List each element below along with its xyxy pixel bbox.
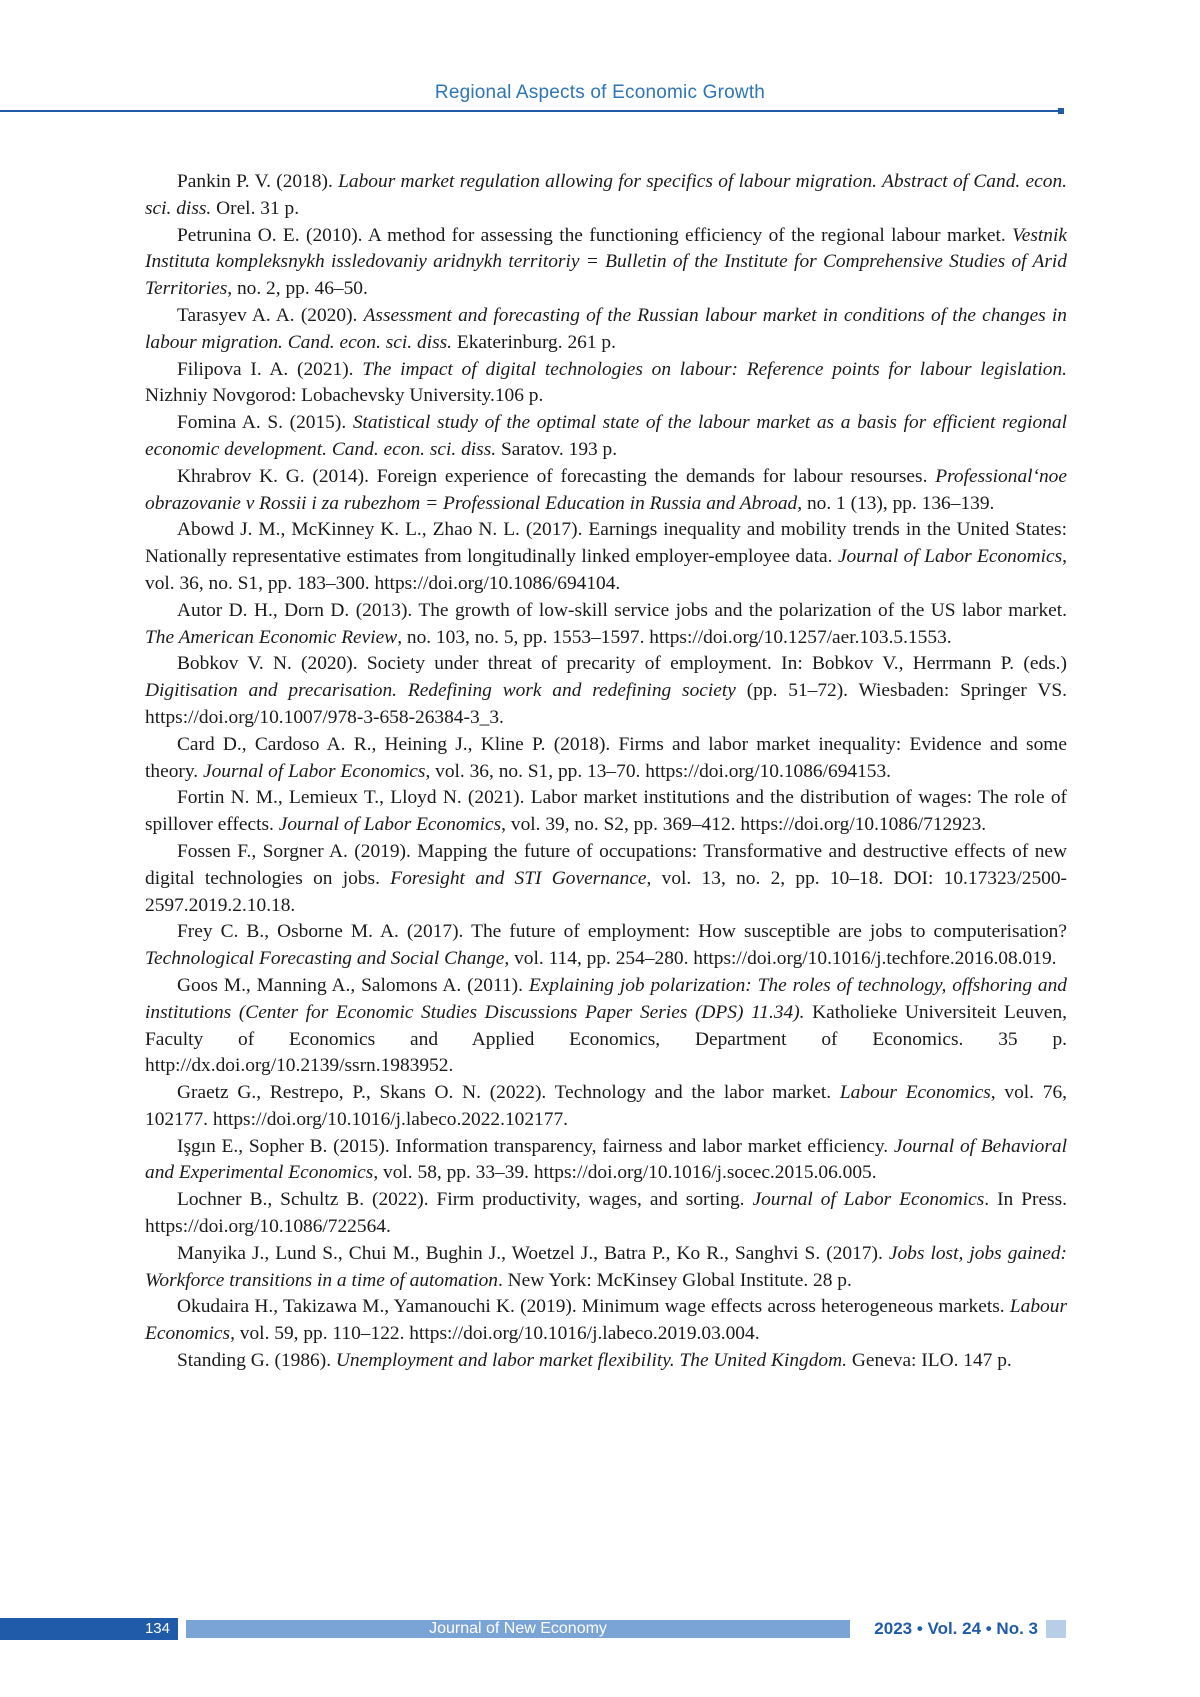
reference-text: , vol. 76, 102177. https://doi.org/10.1016/j.labeco.2022.102177. <box>145 1082 1067 1130</box>
reference-title-italic: Journal of Labor Economics <box>838 546 1062 567</box>
running-header: Regional Aspects of Economic Growth <box>0 82 1200 104</box>
reference-text: Autor D. H., Dorn D. (2013). The growth of low-skill service jobs and the polarization of the US labor market. <box>177 600 1067 621</box>
reference-title-italic: The impact of digital technologies on labour: Reference points for labour legislation. <box>362 359 1067 380</box>
reference-entry <box>145 1187 1067 1241</box>
reference-text: . New York: McKinsey Global Institute. 28 p. <box>498 1270 852 1291</box>
reference-title-italic: Unemployment and labor market flexibility. The United Kingdom. <box>336 1350 847 1371</box>
reference-text: Frey C. B., Osborne M. A. (2017). The future of employment: How susceptible are jobs to computerisation? <box>177 921 1067 942</box>
reference-text: Fomina A. S. (2015). <box>177 412 353 433</box>
issue-info: 2023 • Vol. 24 • No. 3 <box>860 1618 1038 1640</box>
reference-title-italic: Explaining job polarization: The roles of technology, offshoring and institutions (Center for Economic Studies Discussions Paper Series (DPS) 11.34). <box>145 975 1067 1023</box>
reference-list <box>145 169 1067 1375</box>
reference-entry <box>145 357 1067 411</box>
reference-text: Khrabrov K. G. (2014). Foreign experience of forecasting the demands for labour resourses. <box>177 466 935 487</box>
reference-entry <box>145 973 1067 1080</box>
reference-text: , no. 103, no. 5, pp. 1553–1597. https://doi.org/10.1257/aer.103.5.1553. <box>397 627 951 648</box>
reference-entry <box>145 1294 1067 1348</box>
reference-text: Orel. 31 p. <box>211 198 299 219</box>
reference-text: Nizhniy Novgorod: Lobachevsky University.106 p. <box>145 385 543 406</box>
reference-entry <box>145 303 1067 357</box>
reference-entry <box>145 1080 1067 1134</box>
reference-text: , vol. 39, no. S2, pp. 369–412. https://doi.org/10.1086/712923. <box>501 814 986 835</box>
footer-page-bar <box>0 1618 178 1640</box>
reference-title-italic: Jobs lost, jobs gained: Workforce transitions in a time of automation <box>145 1243 1067 1291</box>
reference-title-italic: Foresight and STI Governance <box>390 868 646 889</box>
reference-entry <box>145 1134 1067 1188</box>
reference-text: Standing G. (1986). <box>177 1350 336 1371</box>
reference-text: Tarasyev A. A. (2020). <box>177 305 364 326</box>
reference-text: Fortin N. M., Lemieux T., Lloyd N. (2021). Labor market institutions and the distribution of wages: The role of spillover effects. <box>145 787 1067 835</box>
reference-entry <box>145 732 1067 786</box>
reference-text: Katholieke Universiteit Leuven, Faculty of Economics and Applied Economics, Department of Economics. 35 p. http://dx.doi.org/10.2139/ssrn.1983952. <box>145 1002 1067 1077</box>
reference-title-italic: Journal of Labor Economics <box>203 761 425 782</box>
reference-title-italic: Technological Forecasting and Social Change, <box>145 948 509 969</box>
reference-text: (pp. 51–72). Wiesbaden: Springer VS. https://doi.org/10.1007/978-3-658-26384-3_3. <box>145 680 1067 728</box>
header-rule <box>0 110 1060 112</box>
reference-text: , vol. 58, pp. 33–39. https://doi.org/10.1016/j.socec.2015.06.005. <box>373 1162 876 1183</box>
reference-text: Ekaterinburg. 261 p. <box>452 332 616 353</box>
reference-text: Fossen F., Sorgner A. (2019). Mapping the future of occupations: Transformative and destructive effects of new digital technologies on jobs. <box>145 841 1067 889</box>
reference-entry <box>145 223 1067 303</box>
reference-title-italic: Assessment and forecasting of the Russian labour market in conditions of the changes in labour migration. Cand. econ. sci. diss. <box>145 305 1067 353</box>
reference-entry <box>145 464 1067 518</box>
reference-text: Işgın E., Sopher B. (2015). Information transparency, fairness and labor market efficiency. <box>177 1136 894 1157</box>
reference-title-italic: Professional‘noe obrazovanie v Rossii i za rubezhom = Professional Education in Russia and Abroad, <box>145 466 1067 514</box>
reference-text: , no. 2, pp. 46–50. <box>227 278 368 299</box>
reference-text: , vol. 13, no. 2, pp. 10–18. DOI: 10.17323/2500-2597.2019.2.10.18. <box>145 868 1067 916</box>
reference-title-italic: Statistical study of the optimal state of the labour market as a basis for efficient regional economic development. Cand. econ. sci. diss. <box>145 412 1067 460</box>
reference-text: , vol. 36, no. S1, pp. 183–300. https://doi.org/10.1086/694104. <box>145 546 1067 594</box>
journal-name: Journal of New Economy <box>186 1620 850 1638</box>
reference-text: Pankin P. V. (2018). <box>177 171 338 192</box>
reference-entry <box>145 169 1067 223</box>
reference-title-italic: The American Economic Review <box>145 627 397 648</box>
reference-entry <box>145 598 1067 652</box>
reference-text: Card D., Cardoso A. R., Heining J., Kline P. (2018). Firms and labor market inequality: Evidence and some theory. <box>145 734 1067 782</box>
reference-text: Manyika J., Lund S., Chui M., Bughin J., Woetzel J., Batra P., Ko R., Sanghvi S. (2017). <box>177 1243 889 1264</box>
reference-text: Okudaira H., Takizawa M., Yamanouchi K. (2019). Minimum wage effects across heterogeneous markets. <box>177 1296 1010 1317</box>
reference-title-italic: Labour Economics <box>840 1082 991 1103</box>
reference-text: Saratov. 193 p. <box>496 439 617 460</box>
reference-text: Petrunina O. E. (2010). A method for assessing the functioning efficiency of the regional labour market. <box>177 225 1012 246</box>
reference-entry <box>145 517 1067 597</box>
reference-title-italic: Journal of Labor Economics <box>752 1189 984 1210</box>
reference-text: no. 1 (13), pp. 136–139. <box>802 493 994 514</box>
reference-entry <box>145 1348 1067 1375</box>
reference-entry <box>145 839 1067 919</box>
reference-text: , vol. 36, no. S1, pp. 13–70. https://doi.org/10.1086/694153. <box>425 761 891 782</box>
reference-entry <box>145 785 1067 839</box>
header-rule-end-mark <box>1058 108 1064 114</box>
reference-title-italic: Vestnik Instituta kompleksnykh issledovaniy aridnykh territoriy = Bulletin of the Institute for Comprehensive Studies of Arid Territories <box>145 225 1067 300</box>
reference-entry <box>145 1241 1067 1295</box>
reference-entry <box>145 410 1067 464</box>
reference-text: Goos M., Manning A., Salomons A. (2011). <box>177 975 529 996</box>
reference-title-italic: Labour market regulation allowing for specifics of labour migration. Abstract of Cand. econ. sci. diss. <box>145 171 1067 219</box>
reference-entry <box>145 651 1067 731</box>
reference-title-italic: Labour Economics <box>145 1296 1067 1344</box>
reference-text: , vol. 59, pp. 110–122. https://doi.org/10.1016/j.labeco.2019.03.004. <box>230 1323 759 1344</box>
reference-text: Geneva: ILO. 147 p. <box>847 1350 1012 1371</box>
reference-text: Abowd J. M., McKinney K. L., Zhao N. L. (2017). Earnings inequality and mobility trends in the United States: Nationally representative estimates from longitudinally linked employer-employee data. <box>145 519 1067 567</box>
reference-text: Filipova I. A. (2021). <box>177 359 362 380</box>
reference-text: Bobkov V. N. (2020). Society under threat of precarity of employment. In: Bobkov V., Herrmann P. (eds.) <box>177 653 1067 674</box>
reference-text: vol. 114, pp. 254–280. https://doi.org/10.1016/j.techfore.2016.08.019. <box>509 948 1056 969</box>
reference-text: Lochner B., Schultz B. (2022). Firm productivity, wages, and sorting. <box>177 1189 752 1210</box>
reference-text: Graetz G., Restrepo, P., Skans O. N. (2022). Technology and the labor market. <box>177 1082 840 1103</box>
footer-square-mark <box>1046 1620 1066 1638</box>
reference-title-italic: Digitisation and precarisation. Redefining work and redefining society <box>145 680 736 701</box>
reference-entry <box>145 919 1067 973</box>
reference-title-italic: Journal of Behavioral and Experimental Economics <box>145 1136 1067 1184</box>
page-footer <box>0 1618 1200 1640</box>
page-number: 134 <box>145 1618 170 1640</box>
reference-title-italic: Journal of Labor Economics <box>279 814 501 835</box>
reference-text: . In Press. https://doi.org/10.1086/722564. <box>145 1189 1067 1237</box>
